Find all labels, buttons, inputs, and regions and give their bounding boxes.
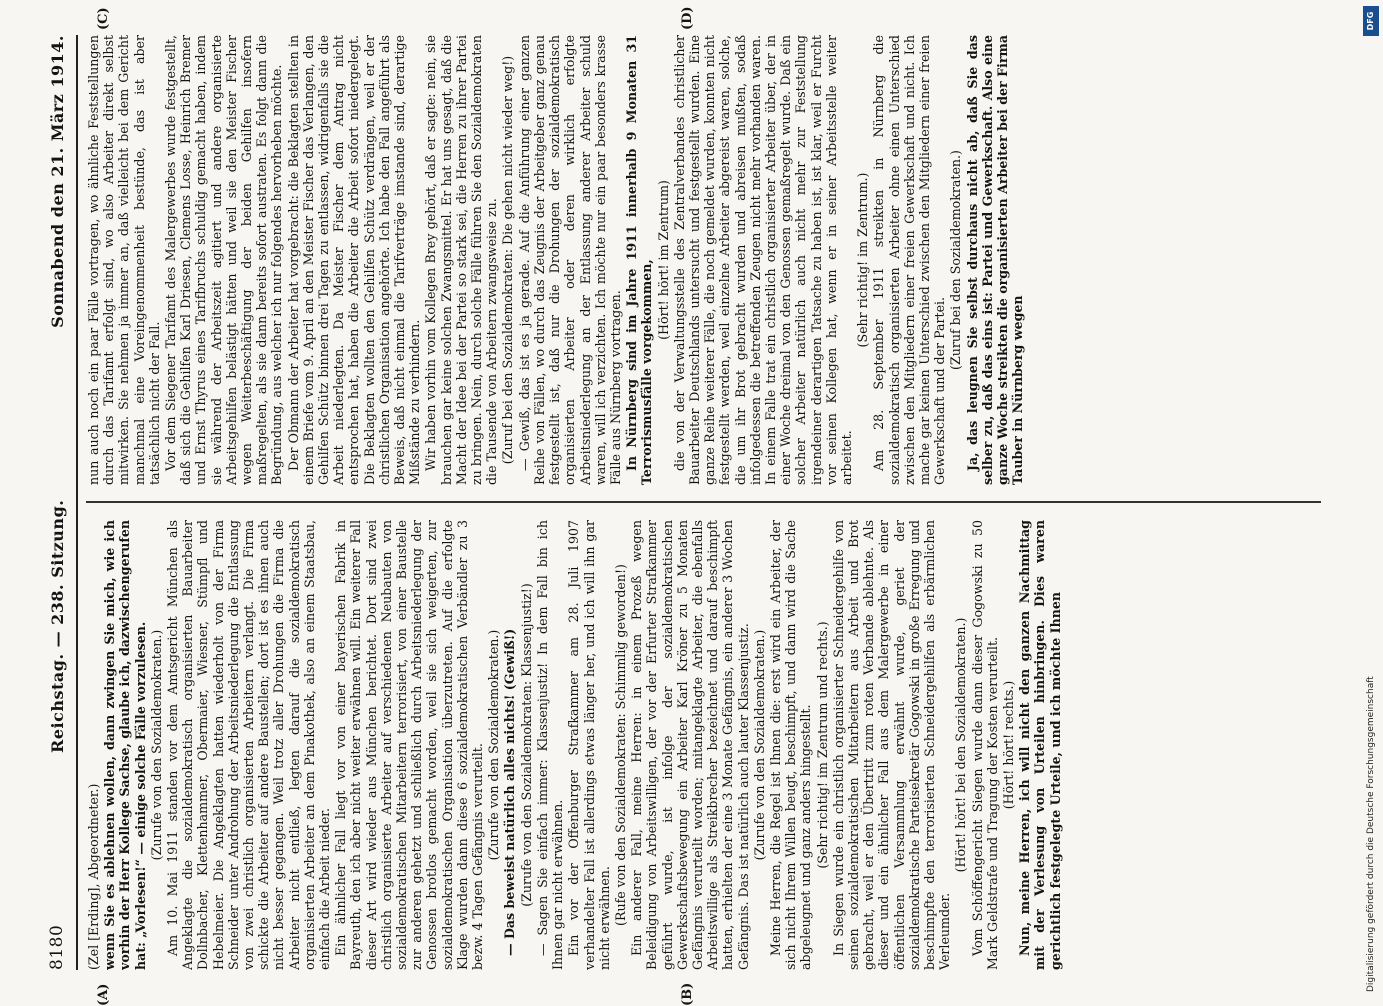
paragraph: (Rufe von den Sozialdemokraten: Schimmlig geworden!) — [612, 564, 628, 926]
paragraph: Der Obmann der Arbeiter hat vorgebracht: die Beklagten stellten in einem Briefe vom 9. April an den Meister Fischer das Verlangen, den Gehilfen Schütz binnen drei Tagen zu entlassen, widrigenfalls sie die Arbeit niederlegten. Da Meister Fischer dem Antrag nicht entsprochen hat, haben die Arbeiter die Arbeit sofort niedergelegt. Die Beklagten wollten den Gehilfen Schütz verdrängen, weil er der christlichen Organisation angehörte. Ich habe den Fall angeführt als Beweis, daß nicht einmal die Tarifverträge imstande sind, derartige Mißstände zu verhindern. — [285, 35, 423, 485]
paragraph: (Zuruf bei den Sozialdemokraten.) — [948, 150, 964, 370]
paragraph: (Hört! hört! bei den Sozialdemokraten.) — [953, 617, 969, 873]
paragraph: Ein ähnlicher Fall liegt vor von einer bayerischen Fabrik in Bayreuth, den ich aber nicht weiter erwähnen will. Ein weiterer Fall dieser Art wird wieder aus München berichtet. Dort sind zwei christlich organisierte Arbeiter auf verschiedenen Neubauten von sozialdemokratischen Mitarbeitern terrorisiert, von einer Baustelle zur anderen gehetzt und schließlich durch Arbeitsniederlegung der Genossen brotlos gemacht worden, weil sie sich weigerten, zur sozialdemokratischen Organisation überzutreten. Auf die erfolgte Klage wurden dann diese 6 sozialdemokratischen Verbändler zu 3 bezw. 4 Tagen Gefängnis verurteilt. — [333, 520, 486, 970]
paragraph: (Zel [Erding], Abgeordneter.) — [86, 783, 101, 970]
digitization-sidebar — [1363, 8, 1379, 992]
paragraph: (Zurufe von den Sozialdemokraten.) — [751, 629, 767, 861]
margin-marker-d: (D) — [680, 6, 695, 30]
paragraph: Am 10. Mai 1911 standen vor dem Amtsgericht München als Angeklagte die sozialdemokratisch organisierten Bauarbeiter Dollnbacher, Klettenhammer, Obermaier, Wiesner, Stümpfl und Hebelmeier. Die Angeklagten hatten wiederholt von der Firma Schneider unter Androhung der Arbeitsniederlegung die Entlassung von zwei christlich organisierten Arbeitern verlangt. Die Firma schickte die Arbeiter auf andere Baustellen; dort ist es ihnen auch nicht besser gegangen. Weil trotz aller Drohungen die Firma die Arbeiter nicht entließ, legten darauf die sozialdemokratisch organisierten Arbeiter an dem Pinakothek, also an einem Staatsbau, einfach die Arbeit nieder. — [165, 520, 333, 970]
page-header — [40, 35, 74, 970]
paragraph: Vor dem Siegener Tarifamt des Malergewerbes wurde festgestellt, daß sich die Gehilfen Karl Driesen, Clemens Losse, Heinrich Bremer und Ernst Thyrus eines Tarifbruchs schuldig gemacht haben, indem sie während der Arbeitszeit agitiert und andere organisierte Arbeitsgehilfen belästigt hätten und weil sie den Meister Fischer wegen Weiterbeschäftigung der beiden Gehilfen insofern maßregelten, als sie dann bereits sofort austraten. Es folgt dann die Begründung, aus welcher ich nur folgendes hervorheben möchte. — [163, 35, 285, 485]
margin-marker-c: (C) — [96, 7, 111, 30]
paragraph: (Zurufe von den Sozialdemokraten: Klassenjustiz!) — [518, 583, 534, 907]
paragraph: Meine Herren, die Regel ist Ihnen die: erst wird ein Arbeiter, der sich nicht Ihrem Willen beugt, beschimpft, und dann wird die Sache abgeleugnet und ganz anders hingestellt. — [767, 520, 814, 970]
dfg-logo-text: DFG — [1366, 11, 1375, 31]
funding-credit: Digitalisierung gefördert durch die Deutsche Forschungsgemeinschaft — [1366, 676, 1376, 992]
paragraph: Nun, meine Herren, ich will nicht den ganzen Nachmittag mit der Verlesung von Urteilen hinbringen. Dies waren gerichtlich festgelegte Urteile, und ich möchte Ihnen — [1017, 520, 1063, 970]
paragraph: wenn Sie es ablehnen wollen, dann zwingen Sie mich, wie ich vorhin der Herr Kollege Sachse, glaube ich, dazwischengerufen hat: „Vorlesen!“ — einige solche Fälle vorzulesen. — [102, 520, 148, 970]
paragraph: Ja, das leugnen Sie selbst durchaus nicht ab, daß Sie das selber zu, daß das eins ist: Partei und Gewerkschaft. Also eine ganze Woche streikten die organisierten Arbeiter bei der Firma Tauber in Nürnberg wegen — [964, 35, 1026, 485]
header-rule — [76, 35, 78, 970]
paragraph: (Sehr richtig! im Zentrum.) — [855, 172, 871, 348]
paragraph: — Das beweist natürlich alles nichts! (Gewiß!) — [502, 628, 518, 956]
paragraph: — Sagen Sie einfach immer: Klassenjustiz! In dem Fall bin ich Ihnen gar nicht erwähnen. — [534, 520, 566, 970]
paragraph: Am 28. September 1911 streikten in Nürnberg die sozialdemokratisch organisierten Arbeiter ohne einen Unterschied zwischen den Mitgliedern einer freien Gewerkschaft und nicht. Ich mache gar keinen Unterschied zwischen den Mitgliedern einer freien Gewerkschaft und der Partei. — [871, 35, 948, 485]
paragraph: nun auch noch ein paar Fälle vortragen, wo ähnliche Feststellungen durch das Tarifamt erfolgt sind, wo also Arbeiter direkt selbst mitwirken. Sie nehmen ja immer an, daß vielleicht bei dem Gericht manchmal eine Voreingenommenheit bestünde, das ist aber tatsächlich nicht der Fall. — [86, 35, 162, 485]
rotated-page — [40, 6, 1330, 1006]
paragraph: In Nürnberg sind im Jahre 1911 innerhalb 9 Monaten 31 Terrorismusfälle vorgekommen, — [624, 35, 655, 485]
column-divider — [86, 501, 1321, 503]
paragraph: Wir haben vorhin vom Kollegen Brey gehört, daß er sagte: nein, sie brauchen gar keine solchen Zwangsmittel. Er hat uns gesagt, daß die Macht der Idee bei der Partei so stark sei, die Herren zu ihrer Partei zu bringen. Nein, durch solche Fälle führen Sie den Sozialdemokraten die Tausende von Arbeitern zwangsweise zu. — [423, 35, 500, 485]
paragraph: (Zurufe von den Sozialdemokraten.) — [486, 629, 502, 861]
left-column — [86, 520, 1321, 970]
paragraph: (Zurufe von den Sozialdemokraten.) — [148, 629, 164, 861]
page-number: 8180 — [47, 924, 67, 970]
paragraph: (Hört! hört! im Zentrum) — [655, 180, 671, 340]
paragraph: — Gewiß, das ist es ja gerade. Auf die Anführung einer ganzen Reihe von Fällen, wo durch das Zeugnis der Arbeitgeber ganz genau festgestellt ist, daß nur die Drohungen der sozialdemokratisch organisierten Arbeiter oder deren wirklich erfolgte Arbeitsniederlegung an der Entlassung anderer Arbeiter schuld waren, will ich verzichten. Ich möchte nur ein paar besonders krasse Fälle aus Nürnberg vortragen. — [516, 35, 623, 485]
paragraph: (Sehr richtig! im Zentrum und rechts.) — [814, 621, 830, 869]
paragraph: In Siegen wurde ein christlich organisierter Schneidergehilfe von seinen sozialdemokratischen Mitarbeitern aus Arbeit und Brot gebracht, weil er den Übertritt zum roten Verbande ablehnte. Als dieser und ein ähnlicher Fall aus dem Malergewerbe in einer öffentlichen Versammlung erwähnt wurde, geriet der sozialdemokratische Parteisekretär Gogowski in große Erregung und beschimpfte den terrorisierten Schneidergehilfen als erbärmlichen Verleumder. — [830, 520, 953, 970]
session-date: Sonnabend den 21. März 1914. — [47, 35, 67, 328]
margin-marker-b: (B) — [680, 982, 695, 1006]
page-title: Reichstag. — 238. Sitzung. — [47, 499, 67, 753]
paragraph: (Zuruf bei den Sozialdemokraten: Die gehen nicht wieder weg!) — [500, 55, 516, 465]
dfg-logo — [1363, 6, 1379, 36]
paragraph: Vom Schöffengericht Siegen wurde dann dieser Gogowski zu 50 Mark Geldstrafe und Tragung der Kosten verurteilt. — [969, 520, 1000, 970]
right-column — [86, 35, 1321, 485]
paragraph: (Hört! hört! rechts.) — [1000, 680, 1016, 810]
paragraph: Ein anderer Fall, meine Herren: in einem Prozeß wegen Beleidigung von Arbeitswilligen, der vor der Erfurter Strafkammer geführt wurde, ist infolge der sozialdemokratischen Gewerkschaftsbewegung ein Arbeiter Karl Kröner zu 5 Monaten Gefängnis verurteilt worden; mitangeklagte Arbeiter, die ebenfalls Arbeitswillige als Streikbrecher bezeichnet und darauf beschimpft hatten, erhielten der eine 3 Monate Gefängnis, ein anderer 3 Wochen Gefängnis. Das ist natürlich auch lauter Klassenjustiz. — [629, 520, 751, 970]
paragraph: Ein vor der Offenburger Strafkammer am 28. Juli 1907 verhandelter Fall ist allerdings etwas länger her, und ich will ihn gar nicht erwähnen. — [566, 520, 612, 970]
margin-marker-a: (A) — [96, 983, 111, 1006]
paragraph: die von der Verwaltungsstelle des Zentralverbandes christlicher Bauarbeiter Deutschlands untersucht und festgestellt wurden. Eine ganze Reihe weiterer Fälle, die noch gemeldet wurden, konnten nicht festgestellt werden, weil einzelne Arbeiter abgereist waren, solche, die um ihr Brot gebracht wurden und abreisen mußten, sodaß infolgedessen die betreffenden Zeugen nicht mehr vorhanden waren. In einem Falle trat ein christlich organisierter Arbeiter über, der in einer Woche dreimal von den Genossen gemaßregelt wurde. Daß ein solcher Arbeiter natürlich auch nicht mehr zur Feststellung irgendeiner derartigen Tatsache zu haben ist, ist klar, weil er Furcht vor seinen Kollegen hat, wenn er in seiner Arbeitsstelle weiter arbeitet. — [671, 35, 854, 485]
